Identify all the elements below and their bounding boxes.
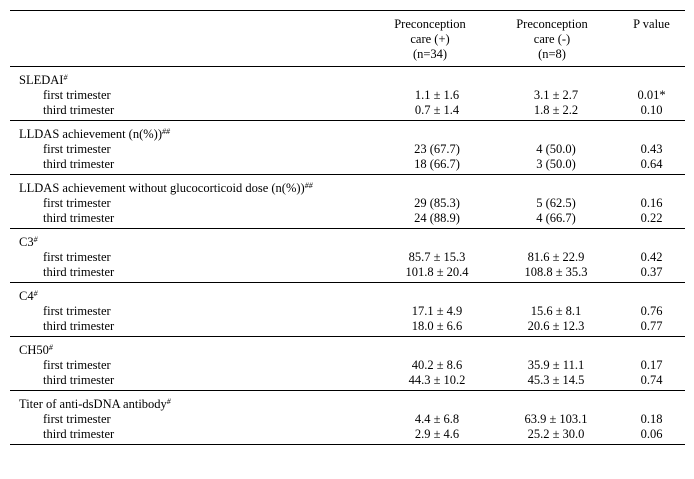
value-preconception-care-positive: 1.1 ± 1.6 <box>414 88 460 102</box>
table-row <box>10 88 685 103</box>
table-row <box>10 304 685 319</box>
table-row <box>10 373 685 391</box>
footnote-marker: # <box>48 343 53 352</box>
row-label: third trimester <box>43 373 115 387</box>
header-preconception-care-positive <box>368 11 492 67</box>
value-preconception-care-positive: 40.2 ± 8.6 <box>411 358 463 372</box>
header-neg-line2: care (-) <box>533 32 571 46</box>
footnote-marker: ## <box>304 181 313 190</box>
group-title-row <box>10 121 685 143</box>
table-row <box>10 358 685 373</box>
value-preconception-care-negative: 15.6 ± 8.1 <box>530 304 582 318</box>
value-p: 0.16 <box>640 196 663 210</box>
value-p: 0.74 <box>640 373 663 387</box>
header-row <box>10 11 685 67</box>
value-p: 0.64 <box>640 157 663 171</box>
row-label: first trimester <box>43 250 111 264</box>
value-preconception-care-negative: 45.3 ± 14.5 <box>527 373 585 387</box>
row-label: third trimester <box>43 265 115 279</box>
table-row <box>10 250 685 265</box>
group-title <box>10 67 685 89</box>
group-lldas-achievement-n <box>10 121 685 175</box>
value-preconception-care-negative: 4 (66.7) <box>536 211 576 225</box>
group-c3 <box>10 229 685 283</box>
group-title <box>10 121 685 143</box>
row-label: first trimester <box>43 142 111 156</box>
value-preconception-care-negative: 3.1 ± 2.7 <box>533 88 579 102</box>
footnote-marker: # <box>33 289 38 298</box>
value-preconception-care-negative: 1.8 ± 2.2 <box>533 103 579 117</box>
group-title-row <box>10 175 685 197</box>
value-preconception-care-negative: 81.6 ± 22.9 <box>527 250 585 264</box>
group-title-text: SLEDAI <box>19 73 64 87</box>
value-p: 0.43 <box>640 142 663 156</box>
header-p-value: P value <box>633 17 670 31</box>
group-sledai <box>10 67 685 121</box>
row-label: first trimester <box>43 88 111 102</box>
group-title-row <box>10 283 685 305</box>
group-title <box>10 337 685 359</box>
header-label-cell <box>10 11 368 67</box>
group-title-row <box>10 229 685 251</box>
group-title-row <box>10 391 685 413</box>
footnote-marker: # <box>166 397 171 406</box>
row-label: first trimester <box>43 196 111 210</box>
value-p: 0.76 <box>640 304 663 318</box>
row-label: third trimester <box>43 427 115 441</box>
value-preconception-care-positive: 23 (67.7) <box>414 142 460 156</box>
group-title-text: Titer of anti-dsDNA antibody <box>19 397 167 411</box>
group-title <box>10 283 685 305</box>
value-preconception-care-positive: 29 (85.3) <box>414 196 460 210</box>
value-p: 0.06 <box>640 427 663 441</box>
value-preconception-care-negative: 5 (62.5) <box>536 196 576 210</box>
value-preconception-care-negative: 108.8 ± 35.3 <box>524 265 588 279</box>
row-label: third trimester <box>43 319 115 333</box>
group-title-row <box>10 337 685 359</box>
value-preconception-care-positive: 44.3 ± 10.2 <box>408 373 466 387</box>
group-title <box>10 229 685 251</box>
group-title-text: CH50 <box>19 343 49 357</box>
table-row <box>10 103 685 121</box>
table-row <box>10 412 685 427</box>
value-preconception-care-positive: 24 (88.9) <box>414 211 460 225</box>
value-preconception-care-positive: 85.7 ± 15.3 <box>408 250 466 264</box>
value-preconception-care-negative: 63.9 ± 103.1 <box>524 412 588 426</box>
value-preconception-care-negative: 3 (50.0) <box>536 157 576 171</box>
table-row <box>10 196 685 211</box>
group-ch50 <box>10 337 685 391</box>
value-p: 0.17 <box>640 358 663 372</box>
table-row <box>10 319 685 337</box>
group-title-text: C4 <box>19 289 34 303</box>
value-preconception-care-positive: 17.1 ± 4.9 <box>411 304 463 318</box>
group-title <box>10 175 685 197</box>
value-p: 0.22 <box>640 211 663 225</box>
row-label: first trimester <box>43 412 111 426</box>
value-p: 0.10 <box>640 103 663 117</box>
value-preconception-care-positive: 18 (66.7) <box>414 157 460 171</box>
results-table-container <box>10 10 685 445</box>
group-titer-of-anti-dsdna-antibody <box>10 391 685 445</box>
footnote-marker: # <box>63 73 68 82</box>
table-row <box>10 211 685 229</box>
value-preconception-care-negative: 35.9 ± 11.1 <box>527 358 585 372</box>
value-preconception-care-positive: 18.0 ± 6.6 <box>411 319 463 333</box>
footnote-marker: # <box>33 235 38 244</box>
value-preconception-care-positive: 4.4 ± 6.8 <box>414 412 460 426</box>
row-label: first trimester <box>43 304 111 318</box>
group-title-text: C3 <box>19 235 34 249</box>
header-neg-line3: (n=8) <box>538 47 566 61</box>
value-p: 0.77 <box>640 319 663 333</box>
row-label: third trimester <box>43 157 115 171</box>
group-lldas-achievement-without-glucocorticoid-dose-n <box>10 175 685 229</box>
row-label: third trimester <box>43 211 115 225</box>
value-p: 0.37 <box>640 265 663 279</box>
value-preconception-care-negative: 20.6 ± 12.3 <box>527 319 585 333</box>
header-pos-line2: care (+) <box>410 32 450 46</box>
table-row <box>10 142 685 157</box>
table-row <box>10 265 685 283</box>
table-row <box>10 427 685 445</box>
footnote-marker: ## <box>162 127 170 136</box>
value-p: 0.18 <box>640 412 663 426</box>
value-p: 0.42 <box>640 250 663 264</box>
results-table <box>10 10 685 445</box>
header-neg-line1: Preconception <box>516 17 588 31</box>
value-preconception-care-positive: 0.7 ± 1.4 <box>414 103 460 117</box>
group-title-text: LLDAS achievement without glucocorticoid dose (n(%)) <box>19 181 305 195</box>
row-label: third trimester <box>43 103 115 117</box>
value-p: 0.01* <box>637 88 666 102</box>
group-title <box>10 391 685 413</box>
header-preconception-care-negative <box>492 11 612 67</box>
value-preconception-care-positive: 2.9 ± 4.6 <box>414 427 460 441</box>
group-title-text: LLDAS achievement (n(%)) <box>19 127 162 141</box>
header-pos-line1: Preconception <box>394 17 466 31</box>
header-pos-line3: (n=34) <box>412 47 448 61</box>
value-preconception-care-positive: 101.8 ± 20.4 <box>405 265 469 279</box>
value-preconception-care-negative: 4 (50.0) <box>536 142 576 156</box>
table-row <box>10 157 685 175</box>
value-preconception-care-negative: 25.2 ± 30.0 <box>527 427 585 441</box>
group-c4 <box>10 283 685 337</box>
group-title-row <box>10 67 685 89</box>
row-label: first trimester <box>43 358 111 372</box>
